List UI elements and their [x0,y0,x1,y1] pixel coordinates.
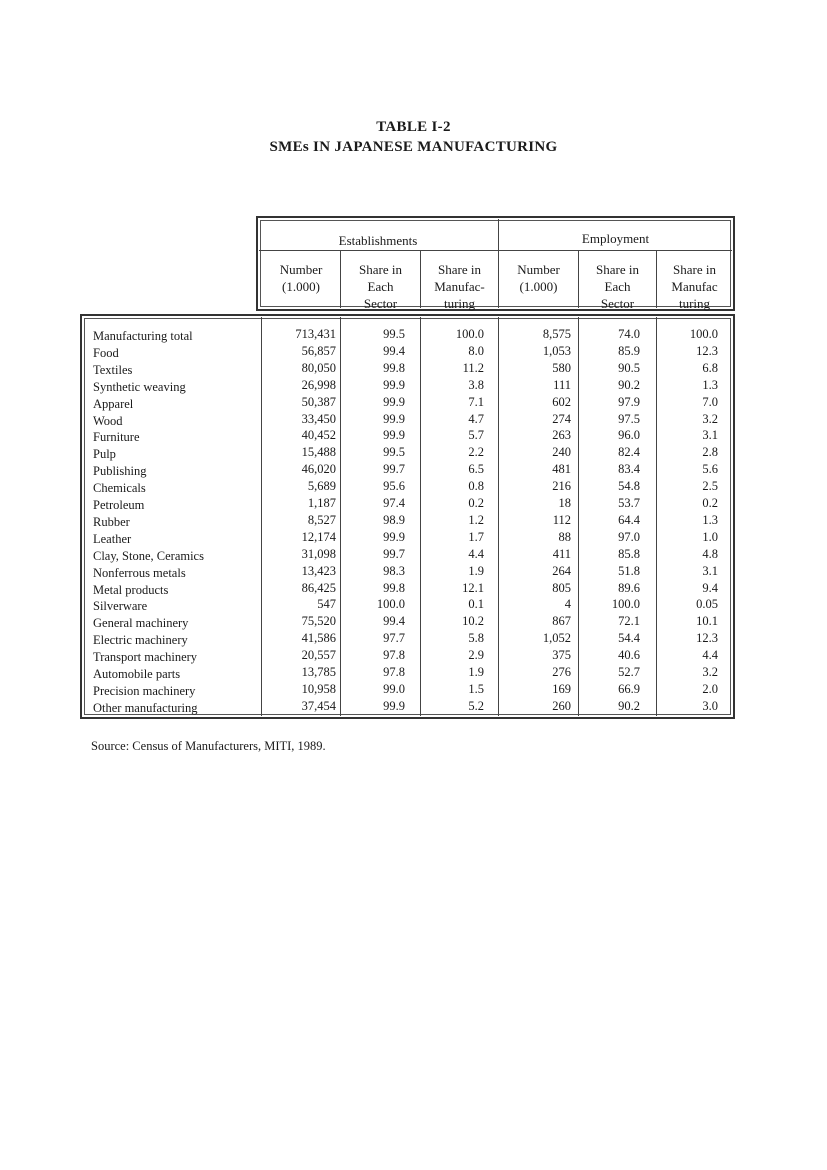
cell-col-4: 169 [552,682,571,696]
table-title: TABLE I-2 [376,119,451,135]
cell-col-5: 89.6 [618,581,640,595]
cell-col-2: 99.7 [383,547,405,561]
cell-col-4: 18 [558,496,571,510]
cell-col-5: 51.8 [618,564,640,578]
cell-col-4: 1,053 [542,344,571,358]
cell-col-3: 0.2 [468,496,484,510]
cell-col-1: 20,557 [301,648,336,662]
cell-col-2: 98.3 [383,564,405,578]
cell-col-4: 481 [552,462,571,476]
cell-col-5: 74.0 [618,327,640,341]
cell-col-6: 7.0 [702,395,718,409]
row-label: Synthetic weaving [93,380,186,394]
cell-col-4: 4 [564,597,571,611]
cell-col-2: 99.8 [383,361,405,375]
cell-col-1: 713,431 [295,327,336,341]
cell-col-2: 99.4 [383,614,405,628]
cell-col-6: 100.0 [689,327,718,341]
row-label: Chemicals [93,481,146,495]
cell-col-1: 40,452 [301,428,336,442]
cell-col-1: 86,425 [301,581,336,595]
cell-col-6: 3.1 [702,428,718,442]
cell-col-2: 99.0 [383,682,405,696]
cell-col-2: 97.4 [383,496,405,510]
cell-col-6: 6.8 [702,361,718,375]
cell-col-1: 5,689 [307,479,336,493]
cell-col-6: 3.2 [702,412,718,426]
cell-col-1: 15,488 [301,445,336,459]
cell-col-2: 98.9 [383,513,405,527]
cell-col-5: 83.4 [618,462,640,476]
row-label: Furniture [93,430,140,444]
row-label: Textiles [93,363,133,377]
cell-col-1: 56,857 [301,344,336,358]
cell-col-2: 99.9 [383,378,405,392]
cell-col-3: 0.1 [468,597,484,611]
cell-col-3: 1.9 [468,665,484,679]
cell-col-5: 64.4 [618,513,640,527]
cell-col-1: 10,958 [301,682,336,696]
row-label: Petroleum [93,498,145,512]
cell-col-3: 1.7 [468,530,484,544]
cell-col-5: 40.6 [618,648,640,662]
row-label: Pulp [93,447,116,461]
cell-col-2: 100.0 [376,597,405,611]
cell-col-6: 9.4 [702,581,718,595]
cell-col-6: 10.1 [696,614,718,628]
row-label: Automobile parts [93,667,181,681]
cell-col-6: 12.3 [696,631,718,645]
row-label: Other manufacturing [93,701,198,715]
cell-col-2: 95.6 [383,479,405,493]
cell-col-2: 99.9 [383,530,405,544]
cell-col-5: 97.9 [618,395,640,409]
cell-col-6: 3.1 [702,564,718,578]
cell-col-4: 375 [552,648,571,662]
table-subtitle: SMEs IN JAPANESE MANUFACTURING [269,139,558,155]
cell-col-2: 99.5 [383,445,405,459]
row-label: Nonferrous metals [93,566,186,580]
row-label: Wood [93,414,123,428]
cell-col-4: 8,575 [542,327,571,341]
cell-col-1: 13,423 [301,564,336,578]
cell-col-5: 54.8 [618,479,640,493]
column-header-5: Share in Each Sector [596,262,639,311]
row-label: Metal products [93,583,169,597]
cell-col-4: 112 [552,513,571,527]
cell-col-3: 4.4 [468,547,484,561]
cell-col-1: 80,050 [301,361,336,375]
row-label: Food [93,346,119,360]
cell-col-6: 3.0 [702,699,718,713]
cell-col-6: 3.2 [702,665,718,679]
cell-col-4: 580 [552,361,571,375]
cell-col-4: 867 [552,614,571,628]
cell-col-4: 276 [552,665,571,679]
cell-col-5: 53.7 [618,496,640,510]
cell-col-2: 99.8 [383,581,405,595]
cell-col-1: 37,454 [301,699,336,713]
row-label: Manufacturing total [93,329,193,343]
cell-col-5: 100.0 [611,597,640,611]
cell-col-6: 1.3 [702,513,718,527]
cell-col-6: 1.0 [702,530,718,544]
cell-col-1: 41,586 [301,631,336,645]
cell-col-1: 31,098 [301,547,336,561]
cell-col-6: 2.5 [702,479,718,493]
row-label: Apparel [93,397,134,411]
cell-col-5: 72.1 [618,614,640,628]
cell-col-3: 6.5 [468,462,484,476]
cell-col-3: 0.8 [468,479,484,493]
cell-col-1: 33,450 [301,412,336,426]
cell-col-1: 46,020 [301,462,336,476]
cell-col-6: 2.8 [702,445,718,459]
cell-col-5: 90.2 [618,699,640,713]
cell-col-2: 97.8 [383,665,405,679]
cell-col-6: 2.0 [702,682,718,696]
row-label: Publishing [93,464,147,478]
cell-col-5: 90.5 [618,361,640,375]
cell-col-4: 240 [552,445,571,459]
cell-col-5: 97.0 [618,530,640,544]
column-header-6: Share in Manufac turing [671,262,718,311]
row-label: Leather [93,532,132,546]
row-label: Electric machinery [93,633,188,647]
cell-col-3: 5.8 [468,631,484,645]
cell-col-1: 75,520 [301,614,336,628]
row-label: Silverware [93,599,148,613]
row-label: General machinery [93,616,189,630]
source-note: Source: Census of Manufacturers, MITI, 1989. [91,739,326,753]
cell-col-3: 8.0 [468,344,484,358]
cell-col-3: 100.0 [455,327,484,341]
cell-col-3: 1.9 [468,564,484,578]
cell-col-3: 4.7 [468,412,484,426]
cell-col-3: 1.5 [468,682,484,696]
cell-col-5: 66.9 [618,682,640,696]
cell-col-5: 54.4 [618,631,640,645]
cell-col-5: 52.7 [618,665,640,679]
cell-col-2: 97.8 [383,648,405,662]
cell-col-1: 1,187 [307,496,336,510]
row-label: Transport machinery [93,650,198,664]
cell-col-3: 12.1 [462,581,484,595]
column-header-4: Number (1.000) [517,262,560,294]
cell-col-3: 3.8 [468,378,484,392]
cell-col-2: 97.7 [383,631,405,645]
cell-col-5: 82.4 [618,445,640,459]
cell-col-6: 1.3 [702,378,718,392]
cell-col-1: 13,785 [301,665,336,679]
column-header-1: Number (1.000) [279,262,323,294]
cell-col-6: 4.8 [702,547,718,561]
cell-col-6: 0.05 [696,597,718,611]
cell-col-2: 99.9 [383,699,405,713]
cell-col-5: 85.8 [618,547,640,561]
row-label: Clay, Stone, Ceramics [93,549,204,563]
cell-col-3: 2.2 [468,445,484,459]
cell-col-3: 1.2 [468,513,484,527]
group-establishments: Establishments [338,233,418,248]
column-header-2: Share in Each Sector [359,262,402,311]
row-label: Precision machinery [93,684,196,698]
cell-col-1: 12,174 [301,530,336,544]
cell-col-5: 85.9 [618,344,640,358]
cell-col-1: 547 [317,597,336,611]
cell-col-3: 5.7 [468,428,484,442]
cell-col-6: 4.4 [702,648,718,662]
cell-col-3: 2.9 [468,648,484,662]
cell-col-4: 411 [552,547,571,561]
cell-col-4: 274 [552,412,571,426]
cell-col-2: 99.9 [383,412,405,426]
cell-col-3: 11.2 [462,361,484,375]
cell-col-3: 10.2 [462,614,484,628]
cell-col-2: 99.4 [383,344,405,358]
cell-col-6: 0.2 [702,496,718,510]
row-label: Rubber [93,515,130,529]
cell-col-2: 99.7 [383,462,405,476]
cell-col-5: 97.5 [618,412,640,426]
cell-col-4: 260 [552,699,571,713]
cell-col-1: 50,387 [301,395,336,409]
cell-col-4: 263 [552,428,571,442]
cell-col-6: 5.6 [702,462,718,476]
cell-col-1: 26,998 [301,378,336,392]
cell-col-4: 1,052 [542,631,571,645]
cell-col-6: 12.3 [696,344,718,358]
cell-col-4: 216 [552,479,571,493]
cell-col-4: 111 [553,378,571,392]
cell-col-2: 99.9 [383,395,405,409]
cell-col-4: 805 [552,581,571,595]
cell-col-3: 5.2 [468,699,484,713]
cell-col-4: 88 [558,530,571,544]
group-employment: Employment [581,231,650,246]
cell-col-3: 7.1 [468,395,484,409]
cell-col-2: 99.9 [383,428,405,442]
cell-col-4: 602 [552,395,571,409]
cell-col-1: 8,527 [307,513,336,527]
cell-col-4: 264 [552,564,571,578]
cell-col-5: 96.0 [618,428,640,442]
cell-col-2: 99.5 [383,327,405,341]
cell-col-5: 90.2 [618,378,640,392]
column-header-3: Share in Manufac- turing [434,262,485,311]
